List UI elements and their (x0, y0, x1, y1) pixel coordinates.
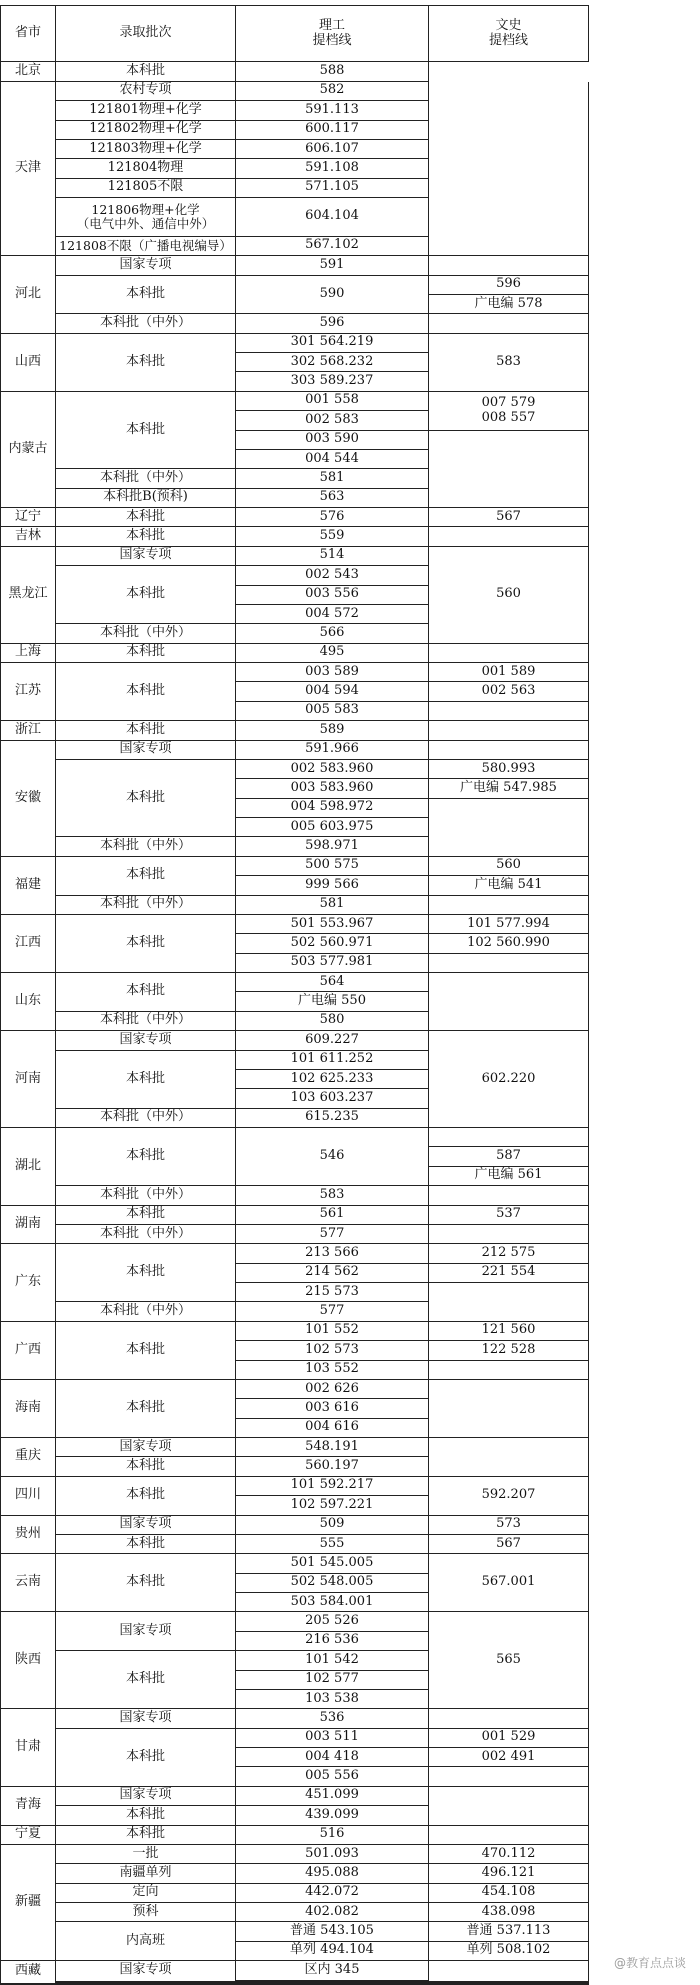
province-cell: 青海 (0, 1787, 56, 1826)
science-score-cell: 502 560.971 (236, 934, 429, 953)
science-score-cell: 501 553.967 (236, 915, 429, 934)
batch-cell: 本科批 (56, 1806, 236, 1825)
arts-score-cell: 007 579 008 557 (429, 392, 589, 431)
arts-score-cell (429, 799, 589, 857)
province-cell: 宁夏 (0, 1826, 56, 1845)
arts-score-cell: 567 (429, 508, 589, 527)
science-score-cell: 205 526 (236, 1612, 429, 1631)
province-cell: 海南 (0, 1380, 56, 1438)
science-score-cell: 102 573 (236, 1341, 429, 1360)
arts-score-cell: 438.098 (429, 1903, 589, 1922)
batch-cell: 本科批 (56, 334, 236, 392)
batch-cell: 本科批 (56, 1729, 236, 1787)
science-score-cell: 103 603.237 (236, 1089, 429, 1108)
arts-score-cell: 101 577.994 (429, 915, 589, 934)
science-score-cell: 502 548.005 (236, 1574, 429, 1593)
arts-score-cell: 537 (429, 1206, 589, 1225)
science-score-cell: 559 (236, 527, 429, 546)
science-score-cell: 604.104 (236, 198, 429, 237)
batch-cell: 121802物理+化学 (56, 121, 236, 140)
header-batch (56, 5, 236, 62)
arts-score-cell: 583 (429, 334, 589, 392)
arts-score-cell: 587 (429, 1147, 589, 1166)
science-score-cell: 101 552 (236, 1322, 429, 1341)
batch-cell: 本科批（中外） (56, 469, 236, 488)
header-arts (429, 5, 589, 62)
province-cell: 内蒙古 (0, 392, 56, 508)
science-score-cell: 509 (236, 1516, 429, 1535)
arts-score-cell (429, 314, 589, 333)
science-score-cell: 591.113 (236, 101, 429, 120)
province-cell: 广西 (0, 1322, 56, 1380)
science-score-cell: 213 566 (236, 1244, 429, 1263)
science-score-cell: 广电编 550 (236, 992, 429, 1011)
arts-score-cell (429, 1767, 589, 1786)
science-score-cell: 560.197 (236, 1457, 429, 1476)
province-cell: 浙江 (0, 721, 56, 740)
science-score-cell: 577 (236, 1225, 429, 1244)
science-score-cell: 615.235 (236, 1109, 429, 1128)
science-score-cell: 609.227 (236, 1031, 429, 1050)
arts-score-cell: 122 528 (429, 1341, 589, 1360)
science-score-cell: 002 583 (236, 411, 429, 430)
province-cell: 安徽 (0, 741, 56, 857)
header-science-label: 理工 (318, 17, 345, 33)
batch-cell: 121801物理+化学 (56, 101, 236, 120)
arts-score-cell: 560 (429, 857, 589, 876)
batch-cell: 121803物理+化学 (56, 140, 236, 159)
science-score-cell: 503 584.001 (236, 1593, 429, 1612)
science-score-cell: 514 (236, 547, 429, 566)
science-score-cell: 581 (236, 896, 429, 915)
batch-cell: 121804物理 (56, 159, 236, 178)
province-cell: 陕西 (0, 1612, 56, 1709)
arts-score-cell (429, 82, 589, 256)
province-cell: 甘肃 (0, 1709, 56, 1787)
province-cell (0, 1984, 56, 1985)
arts-score-cell: 普通 537.113 (429, 1922, 589, 1941)
science-score-cell: 582 (236, 82, 429, 101)
batch-cell: 本科批（中外） (56, 1012, 236, 1031)
science-score-cell: 102 625.233 (236, 1070, 429, 1089)
batch-cell: 本科批 (56, 1244, 236, 1302)
arts-score-cell (429, 1826, 589, 1845)
arts-score-cell (429, 702, 589, 721)
arts-score-cell: 001 589 (429, 663, 589, 682)
batch-cell: 本科批 (56, 973, 236, 1012)
arts-score-cell: 广电编 561 (429, 1167, 589, 1186)
science-score-cell: 588 (236, 62, 429, 81)
arts-score-cell: 602.220 (429, 1031, 589, 1128)
arts-score-cell: 002 563 (429, 682, 589, 701)
province-cell: 山东 (0, 973, 56, 1031)
arts-score-cell: 212 575 (429, 1244, 589, 1263)
arts-score-cell: 567 (429, 1535, 589, 1554)
batch-cell: 内高班 (56, 1922, 236, 1961)
batch-cell: 国家专项 (56, 256, 236, 275)
science-score-cell: 005 583 (236, 702, 429, 721)
science-score-cell: 495 (236, 644, 429, 663)
science-score-cell: 495.088 (236, 1864, 429, 1883)
batch-cell: 本科批（中外） (56, 896, 236, 915)
science-score-cell: 102 597.221 (236, 1496, 429, 1515)
arts-score-cell (429, 1128, 589, 1147)
science-score-cell: 002 543 (236, 566, 429, 585)
science-score-cell: 004 594 (236, 682, 429, 701)
batch-cell: 本科批（中外） (56, 624, 236, 643)
arts-score-cell: 102 560.990 (429, 934, 589, 953)
header-province-label: 省市 (14, 25, 41, 41)
batch-cell: 南疆单列 (56, 1864, 236, 1883)
science-score-cell: 214 562 (236, 1264, 429, 1283)
province-cell: 湖南 (0, 1206, 56, 1245)
arts-score-cell: 221 554 (429, 1264, 589, 1283)
science-score-cell: 004 616 (236, 1419, 429, 1438)
science-score-cell: 600.117 (236, 121, 429, 140)
batch-cell: 本科批 (56, 857, 236, 896)
batch-cell: 国家专项 (56, 1961, 236, 1981)
science-score-cell: 571.105 (236, 179, 429, 198)
science-score-cell: 500 575 (236, 857, 429, 876)
science-score-cell: 101 611.252 (236, 1051, 429, 1070)
science-score-cell: 103 538 (236, 1690, 429, 1709)
arts-score-cell: 001 529 (429, 1729, 589, 1748)
science-score-cell: 581 (236, 469, 429, 488)
arts-score-cell: 565 (429, 1612, 589, 1709)
arts-score-cell: 592.207 (429, 1477, 589, 1516)
province-cell: 西藏 (0, 1961, 56, 1983)
arts-score-cell: 596 (429, 276, 589, 295)
batch-cell: 预科 (56, 1903, 236, 1922)
arts-score-cell: 广电编 541 (429, 876, 589, 895)
arts-score-cell (429, 721, 589, 740)
arts-score-cell: 567.001 (429, 1554, 589, 1612)
science-score-cell: 501.093 (236, 1845, 429, 1864)
arts-score-cell (429, 1787, 589, 1826)
batch-cell (56, 1984, 236, 1985)
arts-score-cell (429, 896, 589, 915)
batch-cell: 本科批（中外） (56, 837, 236, 856)
batch-cell: 本科批 (56, 915, 236, 973)
arts-score-cell: 560 (429, 547, 589, 644)
science-score-cell: 004 544 (236, 450, 429, 469)
batch-cell: 本科批（中外） (56, 1186, 236, 1205)
batch-cell: 国家专项 (56, 1516, 236, 1535)
science-score-cell: 001 558 (236, 392, 429, 411)
science-score-cell: 546 (236, 1128, 429, 1186)
science-score-cell: 548.191 (236, 1438, 429, 1457)
province-cell: 重庆 (0, 1438, 56, 1477)
province-cell: 辽宁 (0, 508, 56, 527)
batch-cell: 本科批（中外） (56, 1302, 236, 1321)
batch-cell: 本科批 (56, 1380, 236, 1438)
science-score-cell: 002 626 (236, 1380, 429, 1399)
province-cell: 天津 (0, 82, 56, 256)
province-cell: 江苏 (0, 663, 56, 721)
batch-cell: 本科批 (56, 1322, 236, 1380)
arts-score-cell (429, 1361, 589, 1380)
province-cell: 江西 (0, 915, 56, 973)
arts-score-cell: 573 (429, 1516, 589, 1535)
science-score-cell: 102 577 (236, 1671, 429, 1690)
province-cell: 四川 (0, 1477, 56, 1516)
header-batch-label: 录取批次 (119, 25, 172, 41)
science-score-cell: 普通 543.105 (236, 1922, 429, 1941)
province-cell: 新疆 (0, 1845, 56, 1961)
batch-cell: 121805不限 (56, 179, 236, 198)
science-score-cell: 589 (236, 721, 429, 740)
arts-score-cell (429, 256, 589, 275)
science-score-cell: 439.099 (236, 1806, 429, 1825)
province-cell: 河南 (0, 1031, 56, 1128)
batch-cell: 本科批 (56, 392, 236, 470)
batch-cell: 本科批B(预科) (56, 489, 236, 508)
batch-cell: 本科批 (56, 1554, 236, 1612)
batch-cell: 国家专项 (56, 1612, 236, 1651)
header-arts-sub: 提档线 (488, 32, 528, 48)
header-science (236, 5, 429, 62)
arts-score-cell (429, 1283, 589, 1322)
arts-score-cell (429, 1380, 589, 1438)
province-cell: 上海 (0, 644, 56, 663)
arts-score-cell: 454.108 (429, 1884, 589, 1903)
province-cell: 黑龙江 (0, 547, 56, 644)
batch-cell: 本科批 (56, 276, 236, 315)
arts-score-cell (429, 973, 589, 1031)
batch-cell: 本科批 (56, 1477, 236, 1516)
batch-cell: 一批 (56, 1845, 236, 1864)
science-score-cell: 451.099 (236, 1787, 429, 1806)
batch-cell: 121806物理+化学 （电气中外、通信中外） (56, 198, 236, 237)
arts-score-cell: 广电编 547.985 (429, 779, 589, 798)
science-score-cell: 103 552 (236, 1361, 429, 1380)
science-score-cell: 003 590 (236, 431, 429, 450)
science-score-cell: 576 (236, 508, 429, 527)
science-score-cell: 004 598.972 (236, 799, 429, 818)
batch-cell: 本科批（中外） (56, 1225, 236, 1244)
science-score-cell: 003 583.960 (236, 779, 429, 798)
science-score-cell: 580 (236, 1012, 429, 1031)
batch-cell: 本科批 (56, 62, 236, 81)
arts-score-cell: 580.993 (429, 760, 589, 779)
science-score-cell: 566 (236, 624, 429, 643)
batch-cell: 121808不限（广播电视编导） (56, 237, 236, 256)
science-score-cell: 591.108 (236, 159, 429, 178)
science-score-cell: 516 (236, 1826, 429, 1845)
batch-cell: 本科批 (56, 760, 236, 838)
batch-cell: 国家专项 (56, 741, 236, 760)
batch-cell: 本科批（中外） (56, 314, 236, 333)
province-cell: 北京 (0, 62, 56, 81)
science-score-cell: 302 568.232 (236, 353, 429, 372)
batch-cell: 国家专项 (56, 1438, 236, 1457)
science-score-cell: 003 589 (236, 663, 429, 682)
province-cell: 湖北 (0, 1128, 56, 1206)
batch-cell: 本科批 (56, 1826, 236, 1845)
science-score-cell: 563 (236, 489, 429, 508)
batch-cell: 本科批 (56, 1051, 236, 1109)
arts-score-cell (429, 644, 589, 663)
province-cell: 福建 (0, 857, 56, 915)
batch-cell: 本科批 (56, 644, 236, 663)
arts-score-cell (429, 431, 589, 509)
header-arts-label: 文史 (495, 17, 522, 33)
province-cell: 河北 (0, 256, 56, 334)
science-score-cell: 561 (236, 1206, 429, 1225)
batch-cell: 本科批 (56, 508, 236, 527)
science-score-cell: 555 (236, 1535, 429, 1554)
arts-score-cell (429, 1225, 589, 1244)
science-score-cell: 442.072 (236, 1884, 429, 1903)
arts-score-cell (429, 1984, 589, 1985)
arts-score-cell: 121 560 (429, 1322, 589, 1341)
science-score-cell: 583 (236, 1186, 429, 1205)
science-score-cell: 215 573 (236, 1283, 429, 1302)
batch-cell: 国家专项 (56, 1031, 236, 1050)
arts-score-cell (429, 1961, 589, 1981)
batch-cell: 本科批 (56, 1457, 236, 1476)
science-score-cell: 402.082 (236, 1903, 429, 1922)
watermark: @教育点点谈 (613, 1956, 686, 1970)
arts-score-cell: 002 491 (429, 1748, 589, 1767)
batch-cell: 定向 (56, 1884, 236, 1903)
science-score-cell: 003 511 (236, 1729, 429, 1748)
science-score-cell: 999 566 (236, 876, 429, 895)
arts-score-cell (429, 1438, 589, 1477)
arts-score-cell (429, 1709, 589, 1728)
science-score-cell: 单列 494.104 (236, 1942, 429, 1961)
science-score-cell: 区内 345 (236, 1961, 429, 1980)
science-score-cell: 101 542 (236, 1651, 429, 1670)
arts-score-cell (429, 954, 589, 973)
header-science-sub: 提档线 (312, 32, 352, 48)
science-score-cell: 536 (236, 1709, 429, 1728)
science-score-cell: 002 583.960 (236, 760, 429, 779)
science-score-cell: 596 (236, 314, 429, 333)
batch-cell: 国家专项 (56, 547, 236, 566)
batch-cell: 本科批 (56, 566, 236, 624)
batch-cell: 农村专项 (56, 82, 236, 101)
science-score-cell: 567.102 (236, 237, 429, 256)
arts-score-cell: 单列 508.102 (429, 1942, 589, 1961)
batch-cell: 国家专项 (56, 1787, 236, 1806)
science-score-cell: 503 577.981 (236, 954, 429, 973)
province-cell: 广东 (0, 1244, 56, 1322)
science-score-cell: 564 (236, 973, 429, 992)
batch-cell: 本科批（中外） (56, 1109, 236, 1128)
batch-cell: 本科批 (56, 1206, 236, 1225)
province-cell: 贵州 (0, 1516, 56, 1555)
header-province (0, 5, 56, 62)
science-score-cell: 101 592.217 (236, 1477, 429, 1496)
arts-score-cell: 470.112 (429, 1845, 589, 1864)
science-score-cell: 606.107 (236, 140, 429, 159)
science-score-cell: 577 (236, 1302, 429, 1321)
batch-cell: 本科批 (56, 1535, 236, 1554)
science-score-cell: 003 556 (236, 586, 429, 605)
batch-cell: 国家专项 (56, 1709, 236, 1728)
science-score-cell: 591 (236, 256, 429, 275)
science-score-cell: 003 616 (236, 1399, 429, 1418)
science-score-cell: 591.966 (236, 741, 429, 760)
province-cell: 山西 (0, 334, 56, 392)
province-cell: 吉林 (0, 527, 56, 546)
science-score-cell: 590 (236, 276, 429, 315)
science-score-cell: 005 556 (236, 1767, 429, 1786)
science-score-cell: 004 418 (236, 1748, 429, 1767)
science-score-cell: 303 589.237 (236, 372, 429, 391)
science-score-cell: 004 572 (236, 605, 429, 624)
arts-score-cell (429, 1186, 589, 1205)
science-score-cell: 501 545.005 (236, 1554, 429, 1573)
arts-score-cell: 广电编 578 (429, 295, 589, 314)
batch-cell: 本科批 (56, 721, 236, 740)
science-score-cell: 301 564.219 (236, 334, 429, 353)
science-score-cell (236, 1984, 429, 1985)
batch-cell: 本科批 (56, 663, 236, 721)
batch-cell: 本科批 (56, 527, 236, 546)
science-score-cell: 216 536 (236, 1632, 429, 1651)
science-score-cell: 598.971 (236, 837, 429, 856)
batch-cell: 本科批 (56, 1651, 236, 1709)
province-cell: 云南 (0, 1554, 56, 1612)
arts-score-cell: 496.121 (429, 1864, 589, 1883)
batch-cell: 本科批 (56, 1128, 236, 1186)
arts-score-cell (429, 527, 589, 546)
arts-score-cell (429, 741, 589, 760)
science-score-cell: 005 603.975 (236, 818, 429, 837)
